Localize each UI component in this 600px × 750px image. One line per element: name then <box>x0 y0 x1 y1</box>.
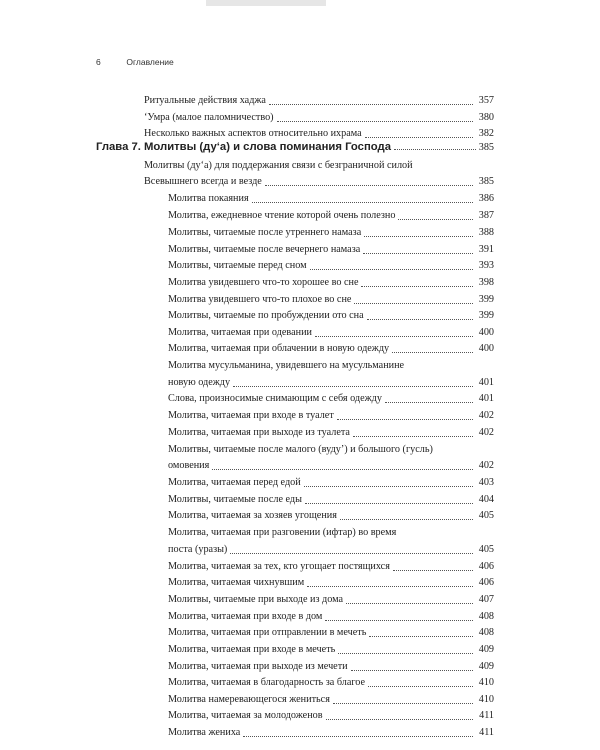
toc-entry-title: Молитва, читаемая перед едой <box>168 477 301 488</box>
toc-entry[interactable] <box>144 94 494 108</box>
leader-dots <box>346 603 473 604</box>
leader-dots <box>363 253 473 254</box>
toc-entry-title-line2: омовения <box>168 460 210 471</box>
toc-entry[interactable] <box>168 643 494 657</box>
leader-dots <box>333 703 473 704</box>
toc-entry-title: Молитвы, читаемые после еды <box>168 494 302 505</box>
toc-entry[interactable] <box>168 392 494 406</box>
chapter-page: 385 <box>478 142 494 153</box>
toc-entry[interactable] <box>168 276 494 290</box>
leader-dots <box>269 104 473 105</box>
toc-entry-title: Молитвы, читаемые перед сном <box>168 260 307 271</box>
chapter-heading[interactable] <box>96 141 494 153</box>
toc-entry-title: Молитва, читаемая за тех, кто угощает постящихся <box>168 561 390 572</box>
running-header <box>96 57 174 67</box>
chapter-title: Молитвы (ду‘а) и слова поминания Господа <box>144 141 391 153</box>
toc-entry-title-line2: новую одежду <box>168 377 231 388</box>
leader-dots <box>243 736 473 737</box>
leader-dots <box>369 636 473 637</box>
leader-dots <box>353 436 473 437</box>
toc-entry-page: 408 <box>478 611 494 622</box>
toc-entry-title: Молитва намеревающегося жениться <box>168 694 330 705</box>
toc-entry[interactable] <box>168 726 494 740</box>
toc-entry-page: 403 <box>478 477 494 488</box>
toc-entry-title: Молитва, ежедневное чтение которой очень полезно <box>168 210 396 221</box>
toc-entry-page: 402 <box>478 427 494 438</box>
toc-entry-page: 399 <box>478 294 494 305</box>
toc-entry-page: 406 <box>478 577 494 588</box>
toc-entry-page: 357 <box>478 95 494 106</box>
toc-entry-title: Молитва покаяния <box>168 193 249 204</box>
toc-entry-title: Молитва, читаемая при одевании <box>168 327 312 338</box>
toc-entry-page: 401 <box>478 393 494 404</box>
page-number: 6 <box>96 57 101 67</box>
toc-entry-title: Молитва, читаемая за хозяев угощения <box>168 510 337 521</box>
toc-entry-title: Молитва, читаемая чихнувшим <box>168 577 305 588</box>
toc-entry-title-line1: Молитвы, читаемые после малого (вуду’) и большого (гусль) <box>168 444 433 455</box>
toc-entry-page: 404 <box>478 494 494 505</box>
leader-dots <box>351 670 473 671</box>
toc-entry-page: 405 <box>478 510 494 521</box>
leader-dots <box>385 402 473 403</box>
toc-entry-page: 408 <box>478 627 494 638</box>
toc-entry[interactable] <box>168 509 494 523</box>
leader-dots <box>304 486 473 487</box>
toc-entry-page: 402 <box>478 410 494 421</box>
toc-entry-page: 410 <box>478 694 494 705</box>
toc-entry-page: 410 <box>478 677 494 688</box>
leader-dots <box>394 149 476 150</box>
toc-entry-title: Молитва увидевшего что-то плохое во сне <box>168 294 352 305</box>
toc-entry[interactable] <box>168 426 494 440</box>
leader-dots <box>354 303 473 304</box>
toc-entry-title: Молитва, читаемая при входе в туалет <box>168 410 334 421</box>
toc-entry-title-line1: Молитва, читаемая при разговении (ифтар) во время <box>168 527 397 538</box>
leader-dots <box>305 503 473 504</box>
toc-entry-page: 407 <box>478 594 494 605</box>
toc-entry[interactable] <box>168 209 494 223</box>
leader-dots <box>340 519 473 520</box>
toc-entry[interactable] <box>168 476 494 490</box>
toc-entry-title-line1: Молитва мусульманина, увидевшего на мусульманине <box>168 360 405 371</box>
toc-entry-page: 400 <box>478 343 494 354</box>
toc-entry-page: 387 <box>478 210 494 221</box>
section-entry[interactable] <box>144 175 494 189</box>
chapter-label: Глава 7. <box>96 141 141 153</box>
toc-entry-title: Молитва, читаемая при выходе из туалета <box>168 427 350 438</box>
toc-entry[interactable] <box>168 709 494 723</box>
leader-dots <box>326 719 473 720</box>
toc-entry-page: 388 <box>478 227 494 238</box>
toc-entry[interactable] <box>144 127 494 141</box>
toc-entry[interactable] <box>168 409 494 423</box>
toc-entry-page: 400 <box>478 327 494 338</box>
section-title: Оглавление <box>126 57 174 67</box>
toc-entry-page: 401 <box>478 377 494 388</box>
toc-entry-title: Слова, произносимые снимающим с себя одежду <box>168 393 382 404</box>
toc-entry-title: Молитва, читаемая при входе в дом <box>168 611 323 622</box>
toc-entry[interactable] <box>168 593 494 607</box>
toc-entry-title: Молитвы, читаемые после утреннего намаза <box>168 227 362 238</box>
toc-entry[interactable] <box>168 259 494 273</box>
toc-entry-title: Несколько важных аспектов относительно ихрама <box>144 128 362 139</box>
toc-entry-page: 411 <box>479 710 494 721</box>
leader-dots <box>393 570 473 571</box>
toc-entry[interactable] <box>168 693 494 707</box>
toc-entry[interactable] <box>168 192 494 206</box>
toc-entry[interactable] <box>168 676 494 690</box>
leader-dots <box>338 653 473 654</box>
leader-dots <box>398 219 473 220</box>
toc-entry[interactable] <box>168 309 494 323</box>
leader-dots <box>310 269 473 270</box>
leader-dots <box>365 137 473 138</box>
toc-entry[interactable] <box>168 560 494 574</box>
toc-entry-page: 391 <box>478 244 494 255</box>
leader-dots <box>315 336 473 337</box>
toc-entry[interactable] <box>168 610 494 624</box>
leader-dots <box>368 686 473 687</box>
toc-entry-title: Молитва, читаемая при облачении в новую одежду <box>168 343 390 354</box>
toc-entry-page: 405 <box>478 544 494 555</box>
toc-entry-title: Молитвы, читаемые после вечернего намаза <box>168 244 361 255</box>
toc-entry-title: Молитвы, читаемые при выходе из дома <box>168 594 344 605</box>
toc-entry[interactable] <box>168 376 494 390</box>
toc-entry-page: 386 <box>478 193 494 204</box>
section-page: 385 <box>478 176 494 187</box>
toc-entry-title: Молитва, читаемая в благодарность за благое <box>168 677 366 688</box>
section-title-line1: Молитвы (ду‘а) для поддержания связи с безграничной силой <box>144 160 413 171</box>
toc-entry[interactable] <box>168 543 494 557</box>
toc-entry-title: Молитва, читаемая за молодоженов <box>168 710 323 721</box>
leader-dots <box>252 202 473 203</box>
toc-entry-title: Молитва, читаемая при входе в мечеть <box>168 644 336 655</box>
toc-entry-title: Молитвы, читаемые по пробуждении ото сна <box>168 310 364 321</box>
toc-entry[interactable] <box>168 459 494 473</box>
toc-entry-page: 402 <box>478 460 494 471</box>
leader-dots <box>230 553 473 554</box>
toc-entry[interactable] <box>168 342 494 356</box>
toc-entry-page: 411 <box>479 727 494 738</box>
leader-dots <box>367 319 473 320</box>
toc-entry[interactable] <box>168 576 494 590</box>
toc-entry-title: Молитва жениха <box>168 727 241 738</box>
top-edge-mark <box>206 0 326 6</box>
toc-entry-page: 382 <box>478 128 494 139</box>
leader-dots <box>212 469 473 470</box>
toc-entry[interactable] <box>168 226 494 240</box>
leader-dots <box>337 419 473 420</box>
toc-entry[interactable] <box>168 493 494 507</box>
toc-entry-page: 399 <box>478 310 494 321</box>
toc-entry-page: 380 <box>478 112 494 123</box>
toc-entry[interactable] <box>168 626 494 640</box>
toc-entry-page: 398 <box>478 277 494 288</box>
leader-dots <box>307 586 473 587</box>
section-title-line2: Всевышнего всегда и везде <box>144 176 262 187</box>
toc-entry[interactable] <box>168 326 494 340</box>
toc-entry[interactable] <box>168 293 494 307</box>
toc-entry-page: 406 <box>478 561 494 572</box>
toc-entry-title: ‘Умра (малое паломничество) <box>144 112 274 123</box>
toc-entry-page: 409 <box>478 661 494 672</box>
leader-dots <box>325 620 473 621</box>
toc-entry[interactable] <box>168 660 494 674</box>
leader-dots <box>361 286 473 287</box>
leader-dots <box>364 236 473 237</box>
leader-dots <box>392 352 473 353</box>
leader-dots <box>233 386 473 387</box>
toc-entry-title-line2: поста (уразы) <box>168 544 228 555</box>
toc-entry[interactable] <box>168 243 494 257</box>
toc-entry-title: Молитва увидевшего что-то хорошее во сне <box>168 277 359 288</box>
toc-entry[interactable] <box>144 111 494 125</box>
toc-entry-title: Молитва, читаемая при выходе из мечети <box>168 661 348 672</box>
toc-entry-title: Ритуальные действия хаджа <box>144 95 266 106</box>
toc-entry-page: 393 <box>478 260 494 271</box>
leader-dots <box>277 121 473 122</box>
leader-dots <box>265 185 473 186</box>
toc-entry-title: Молитва, читаемая при отправлении в мечеть <box>168 627 367 638</box>
toc-entry-page: 409 <box>478 644 494 655</box>
